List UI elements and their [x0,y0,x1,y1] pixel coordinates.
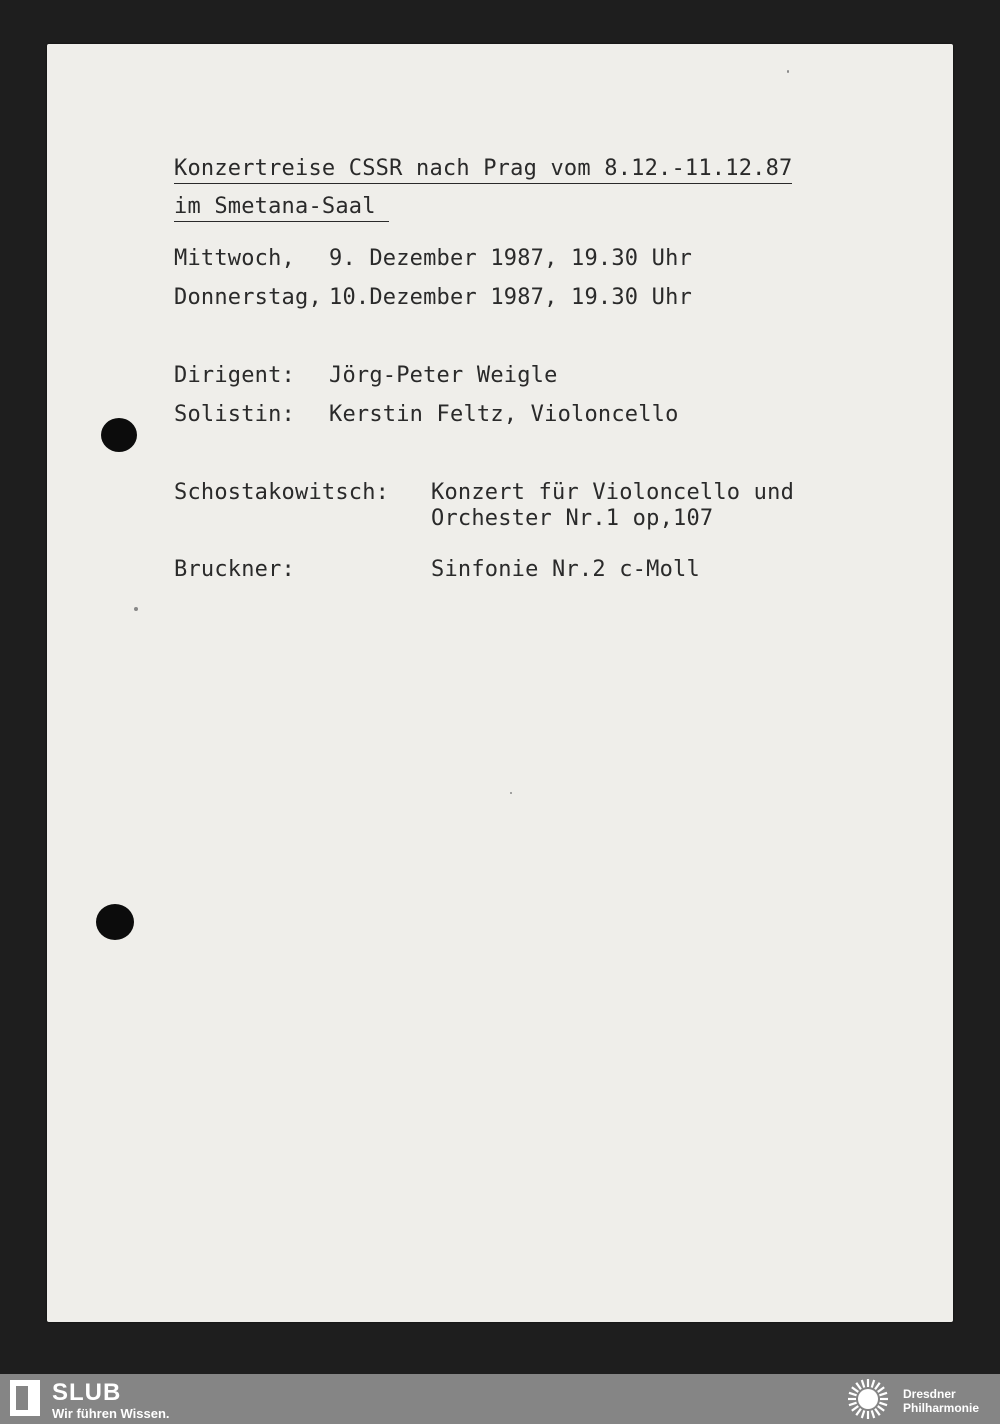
date-value-2: 10.Dezember 1987, 19.30 Uhr [329,285,693,310]
work-2: Sinfonie Nr.2 c-Moll [431,557,700,582]
date-value-1: 9. Dezember 1987, 19.30 Uhr [329,246,693,271]
partner-name-line-1: Dresdner [903,1387,956,1401]
logo-ray [849,1403,857,1405]
conductor-name: Jörg-Peter Weigle [329,363,558,388]
paper-speck [134,607,138,611]
logo-ray [872,1410,874,1418]
logo-ray [852,1387,858,1392]
soloist-name: Kerstin Feltz, Violoncello [329,402,679,427]
slub-tagline: Wir führen Wissen. [52,1406,170,1421]
logo-ray [878,1406,884,1411]
logo-ray [849,1393,857,1395]
logo-ray [856,1409,861,1415]
conductor-label: Dirigent: [174,363,296,388]
date-day-1: Mittwoch, [174,246,296,271]
composer-2: Bruckner: [174,557,296,582]
logo-ray [862,1410,864,1418]
work-1-line-2: Orchester Nr.1 op,107 [431,506,714,531]
logo-ray [879,1393,887,1395]
philharmonie-logo-icon [842,1377,894,1421]
slub-logo-icon [10,1380,40,1416]
partner-name-line-2: Philharmonie [903,1401,980,1415]
heading-line-2: im Smetana-Saal [174,194,389,220]
logo-ray [852,1406,858,1411]
work-1-line-1: Konzert für Violoncello und [431,480,795,505]
paper-speck [787,70,789,73]
date-day-2: Donnerstag, [174,285,322,310]
logo-ray [878,1387,884,1392]
punch-hole-top [101,418,137,452]
heading-line-1: Konzertreise CSSR nach Prag vom 8.12.-11.12.87 [174,156,792,182]
footer-bar [0,1374,1000,1424]
logo-ray [872,1380,874,1388]
composer-1: Schostakowitsch: [174,480,390,505]
punch-hole-bottom [96,904,134,940]
logo-ray [875,1383,880,1389]
slub-name: SLUB [52,1379,122,1406]
paper-speck [510,792,512,794]
logo-ray [875,1409,880,1415]
soloist-label: Solistin: [174,402,296,427]
document-page [47,44,953,1322]
logo-ray [862,1380,864,1388]
logo-ray [879,1403,887,1405]
logo-ray [856,1383,861,1389]
